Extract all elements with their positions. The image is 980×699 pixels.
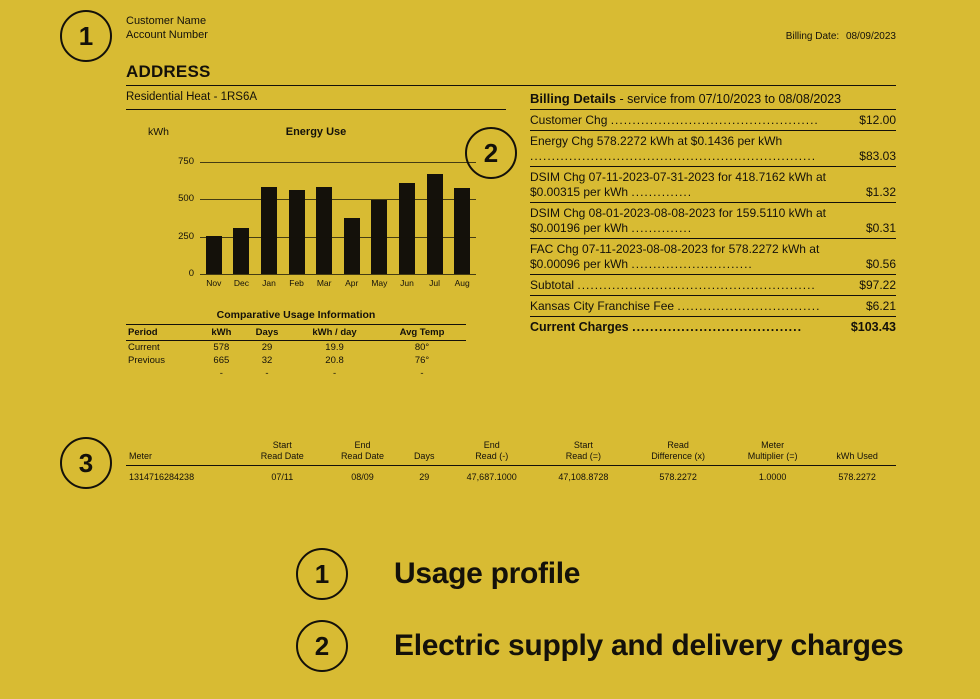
table-cell: 32 <box>261 355 273 366</box>
charge-amount: $83.03 <box>859 149 896 163</box>
table-cell: 08/09 <box>351 472 374 482</box>
charge-description: DSIM Chg 07-11-2023-07-31-2023 for 418.7162 kWh at $0.00315 per kWh .............. <box>530 170 826 199</box>
account-number: Account Number <box>126 29 208 41</box>
chart-gridline <box>200 274 476 275</box>
table-header-row <box>126 325 466 341</box>
customer-name: Customer Name <box>126 15 207 27</box>
chart-bar <box>454 188 470 274</box>
comparative-usage-table <box>126 324 466 381</box>
callout-badge-3: 3 <box>60 437 112 489</box>
chart-plot-area <box>178 154 476 279</box>
charge-description: Energy Chg 578.2272 kWh at $0.1436 per kWh .................................................................. <box>530 134 817 163</box>
table-cell: 29 <box>419 472 430 482</box>
leader-dots: ................................................ <box>610 113 819 127</box>
chart-bar-column <box>310 154 338 274</box>
billing-detail-row <box>530 167 896 203</box>
charge-description: Current Charges ...................................... <box>530 320 803 334</box>
leader-dots: ....................................................... <box>577 278 816 292</box>
chart-bar-column <box>366 154 394 274</box>
table-cell: - <box>420 368 424 379</box>
chart-gridline <box>200 237 476 238</box>
meter-col-header: Days <box>403 438 446 466</box>
table-cell: 76° <box>414 355 430 366</box>
table-cell: - <box>219 368 223 379</box>
chart-bar <box>289 190 305 274</box>
table-cell: Current <box>128 342 160 353</box>
table-cell: 578 <box>213 342 230 353</box>
energy-use-chart <box>126 126 506 296</box>
chart-bar <box>399 183 415 275</box>
chart-bar <box>206 236 222 274</box>
chart-bar-column <box>448 154 476 274</box>
table-cell: Previous <box>128 355 165 366</box>
chart-x-tick: Nov <box>206 278 222 288</box>
leader-dots: .............. <box>631 221 693 235</box>
billing-detail-row <box>530 296 896 317</box>
billing-details-heading-rest: - service from 07/10/2023 to 08/08/2023 <box>619 92 842 106</box>
callout-badge-1: 1 <box>60 10 112 62</box>
meter-col-header: Meter Multiplier (=) <box>727 438 818 466</box>
meter-col-header: Start Read Date <box>242 438 322 466</box>
table-cell: 29 <box>261 342 273 353</box>
meter-col-header: End Read Date <box>322 438 402 466</box>
table-cell: 47,108.8728 <box>558 472 609 482</box>
chart-y-tick: 250 <box>178 230 194 242</box>
billing-detail-row <box>530 131 896 167</box>
billing-date-value: 08/09/2023 <box>845 31 896 42</box>
leader-dots: ...................................... <box>632 320 803 334</box>
table-cell: 1314716284238 <box>129 472 195 482</box>
chart-bar <box>233 228 249 275</box>
charge-description: DSIM Chg 08-01-2023-08-08-2023 for 159.5110 kWh at $0.00196 per kWh .............. <box>530 206 826 235</box>
table-row <box>126 341 466 355</box>
chart-x-tick: Jan <box>262 278 276 288</box>
chart-x-tick: Mar <box>316 278 332 288</box>
leader-dots: .............. <box>631 185 693 199</box>
chart-gridline <box>200 199 476 200</box>
chart-bars <box>200 154 476 274</box>
chart-bar <box>261 187 277 274</box>
chart-x-tick: Jul <box>429 278 440 288</box>
legend-item-2 <box>296 620 903 672</box>
table-cell: 47,687.1000 <box>466 472 517 482</box>
callout-badge-2: 2 <box>465 127 517 179</box>
chart-unit-label: kWh <box>148 126 169 138</box>
table-cell: 578.2272 <box>838 472 876 482</box>
table-cell: 1.0000 <box>758 472 787 482</box>
table-cell: - <box>265 368 269 379</box>
billing-detail-row <box>530 239 896 275</box>
chart-bar-column <box>283 154 311 274</box>
table-cell: 19.9 <box>325 342 344 353</box>
meter-col-header: End Read (-) <box>446 438 538 466</box>
chart-bar <box>427 174 443 274</box>
leader-dots: ............................ <box>631 257 753 271</box>
chart-x-tick: Jun <box>400 278 414 288</box>
chart-bar <box>316 187 332 274</box>
charge-amount: $97.22 <box>859 278 896 292</box>
legend-badge-1: 1 <box>296 548 348 600</box>
callout-legend <box>296 548 903 692</box>
chart-x-tick: Dec <box>233 278 249 288</box>
charge-amount: $103.43 <box>850 320 896 334</box>
chart-gridline <box>200 162 476 163</box>
table-header-row <box>126 438 896 466</box>
comparative-col-header: Days <box>243 325 291 341</box>
table-row <box>126 354 466 367</box>
legend-item-1 <box>296 548 903 600</box>
charge-amount: $0.56 <box>865 257 896 271</box>
table-cell <box>126 367 200 381</box>
table-cell: - <box>332 368 337 379</box>
billing-detail-row <box>530 203 896 239</box>
chart-x-tick: May <box>371 278 388 288</box>
chart-bar-column <box>200 154 228 274</box>
charge-description: Kansas City Franchise Fee ................................. <box>530 299 821 313</box>
customer-block <box>126 14 208 42</box>
charge-description: Subtotal ....................................................... <box>530 278 816 292</box>
chart-bar-column <box>421 154 449 274</box>
comparative-col-header: Period <box>126 325 200 341</box>
chart-x-tick: Apr <box>345 278 359 288</box>
table-cell: 07/11 <box>271 472 294 482</box>
charge-description: Customer Chg ................................................ <box>530 113 819 127</box>
chart-y-tick: 500 <box>178 193 194 204</box>
legend-label-2: Electric supply and delivery charges <box>394 629 904 662</box>
billing-detail-row <box>530 275 896 296</box>
table-row <box>126 466 896 485</box>
chart-x-tick: Aug <box>454 278 470 288</box>
chart-x-axis-labels <box>200 278 476 288</box>
table-cell: 80° <box>414 342 430 353</box>
billing-details-heading <box>530 91 896 110</box>
legend-label-1: Usage profile <box>394 557 581 590</box>
charge-amount: $12.00 <box>859 113 896 127</box>
comparative-col-header: kWh <box>200 325 243 341</box>
chart-y-tick: 750 <box>178 155 194 167</box>
charge-amount: $6.21 <box>865 299 896 313</box>
billing-date-label: Billing Date: <box>785 31 840 42</box>
table-cell: 578.2272 <box>659 472 697 482</box>
comparative-col-header: Avg Temp <box>378 325 466 341</box>
page-title: ADDRESS <box>126 62 896 86</box>
meter-col-header: kWh Used <box>818 438 896 466</box>
billing-detail-row <box>530 110 896 131</box>
leader-dots: ................................. <box>677 299 821 313</box>
chart-bar-column <box>338 154 366 274</box>
chart-bar-column <box>228 154 256 274</box>
meter-col-header: Read Difference (x) <box>629 438 727 466</box>
chart-bar <box>344 218 360 274</box>
chart-y-tick: 0 <box>188 268 194 279</box>
rate-schedule: Residential Heat - 1RS6A <box>126 91 258 103</box>
divider <box>126 109 506 110</box>
legend-badge-2: 2 <box>296 620 348 672</box>
table-cell: 20.8 <box>325 355 344 366</box>
chart-x-tick: Feb <box>289 278 304 288</box>
billing-details-heading-bold: Billing Details <box>530 91 616 106</box>
meter-reading-table <box>126 438 896 484</box>
billing-date <box>700 31 896 42</box>
charge-amount: $1.32 <box>865 185 896 199</box>
table-row <box>126 367 466 381</box>
comparative-col-header: kWh / day <box>291 325 378 341</box>
current-charges-row <box>530 317 896 337</box>
chart-bar-column <box>393 154 421 274</box>
comparative-usage-title: Comparative Usage Information <box>216 309 376 321</box>
charge-amount: $0.31 <box>865 221 896 235</box>
billing-details-panel <box>530 91 896 337</box>
charge-description: FAC Chg 07-11-2023-08-08-2023 for 578.2272 kWh at $0.00096 per kWh ............................ <box>530 242 820 271</box>
leader-dots: .................................................................. <box>530 149 817 163</box>
chart-title: Energy Use <box>285 126 347 138</box>
meter-col-header: Meter <box>126 438 242 466</box>
table-cell: 665 <box>213 355 230 366</box>
meter-col-header: Start Read (=) <box>538 438 630 466</box>
chart-bar-column <box>255 154 283 274</box>
